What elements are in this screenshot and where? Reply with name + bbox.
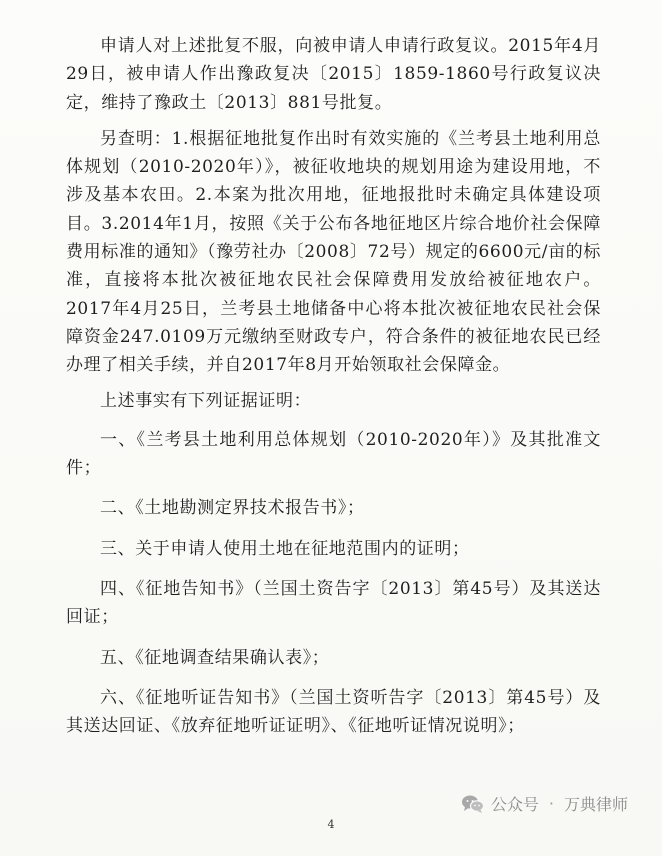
paragraph-review-decision: 申请人对上述批复不服，向被申请人申请行政复议。2015年4月29日，被申请人作出豫政复决〔2015〕1859-1860号行政复议决定，维持了豫政土〔2013〕881号批复。 [66,36,601,113]
document-body [66,32,601,753]
watermark-separator: · [548,794,554,813]
evidence-item-1: 一、《兰考县土地利用总体规划（2010-2020年）》及其批准文件； [66,429,601,479]
evidence-item-5: 五、《征地调查结果确认表》； [100,647,330,668]
page-number: 4 [327,818,335,831]
wechat-watermark [461,792,628,815]
evidence-item-3: 三、关于申请人使用土地在征地范围内的证明； [100,538,470,559]
wechat-icon [461,793,485,815]
evidence-item-2: 二、《土地勘测定界技术报告书》； [100,498,365,519]
evidence-item-4: 四、《征地告知书》（兰国土资告字〔2013〕第45号）及其送达回证； [66,579,601,628]
watermark-label: 公众号 [490,795,539,814]
evidence-item-6: 六、《征地听证告知书》（兰国土资听告字〔2013〕第45号）及其送达回证、《放弃征地听证证明》、《征地听证情况说明》； [66,687,601,737]
watermark-account-name: 万典律师 [563,795,628,814]
paragraph-further-findings: 另查明：1.根据征地批复作出时有效实施的《兰考县土地利用总体规划（2010-2020年）》，被征收地块的规划用途为建设用地，不涉及基本农田。2.本案为批次用地，征地报批时未确定具体建设项目。3.2014年1月，按照《关于公布各地征地区片综合地价社会保障费用标准的通知》（豫劳社办〔2008〕72号）规定的6600元/亩的标准，直接将本批次被征地农民社会保障费用发放给被征地农户。2017年4月25日，兰考县土地储备中心将本批次被征地农民社会保障资金247.0109万元缴纳至财政专户，符合条件的被征地农民已经办理了相关手续，并自2017年8月开始领取社会保障金。 [66,128,601,376]
paragraph-evidence-intro: 上述事实有下列证据证明： [100,390,312,411]
